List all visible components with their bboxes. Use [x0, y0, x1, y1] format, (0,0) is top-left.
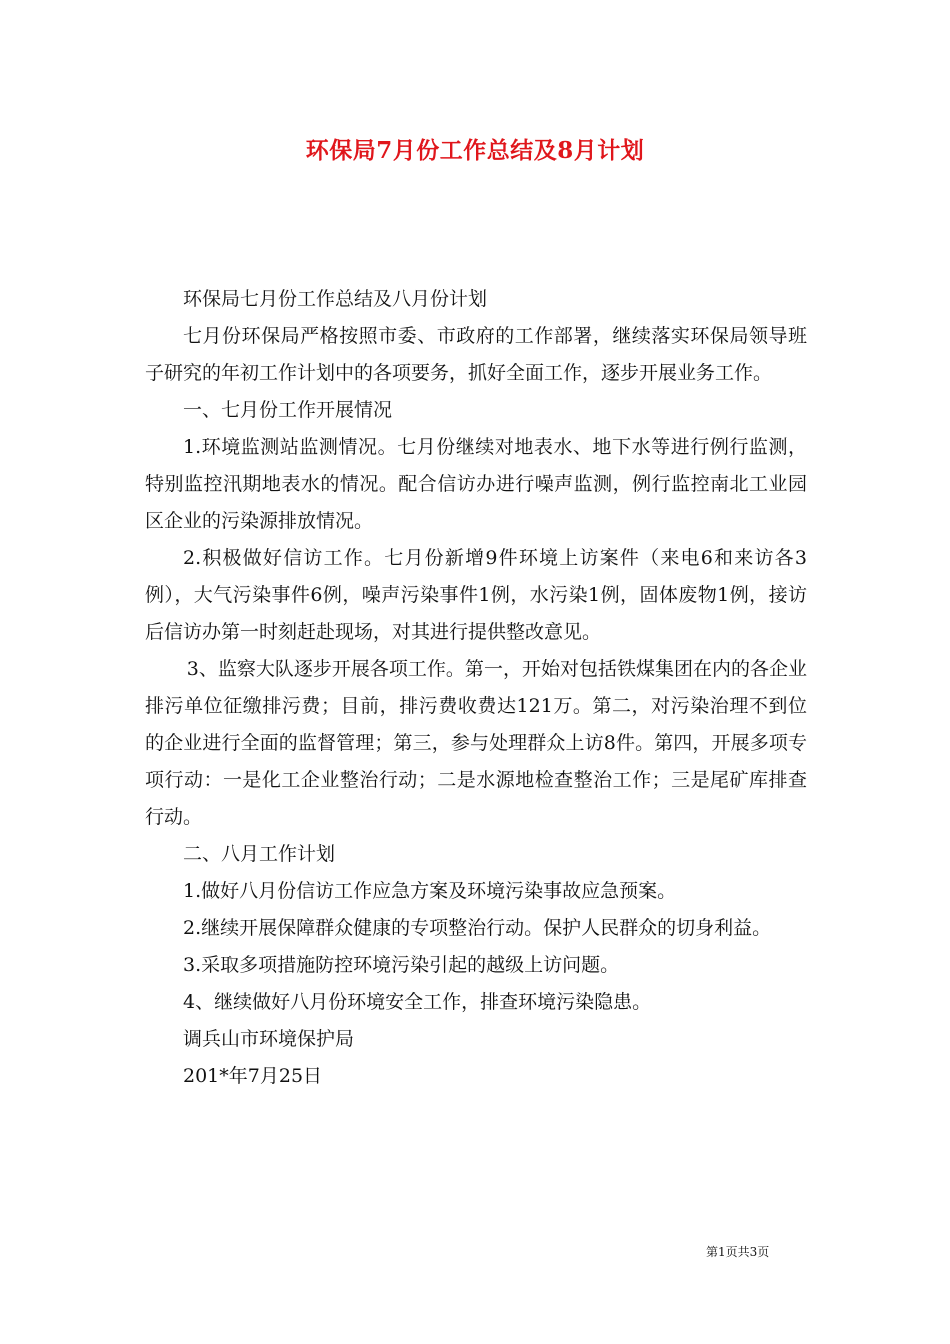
paragraph-inspection: 3、监察大队逐步开展各项工作。第一，开始对包括铁煤集团在内的各企业排污单位征缴排污费；目前，排污费收费达121万。第二，对污染治理不到位的企业进行全面的监督管理；第三，参与处理群众上访8件。第四，开展多项专项行动：一是化工企业整治行动；二是水源地检查整治工作；三是尾矿库排查行动。 [145, 658, 807, 828]
signature-organization: 调兵山市环境保护局 [183, 1028, 355, 1050]
paragraph-petition: 2.积极做好信访工作。七月份新增9件环境上访案件（来电6和来访各3例），大气污染事件6例，噪声污染事件1例，水污染1例，固体废物1例，接访后信访办第一时刻赶赴现场，对其进行提供整改意见。 [145, 547, 807, 643]
signature-date: 201*年7月25日 [183, 1065, 323, 1087]
section-heading-july: 一、七月份工作开展情况 [183, 399, 393, 421]
paragraph-monitoring: 1.环境监测站监测情况。七月份继续对地表水、地下水等进行例行监测，特别监控汛期地表水的情况。配合信访办进行噪声监测，例行监控南北工业园区企业的污染源排放情况。 [145, 436, 807, 532]
document-body [145, 281, 807, 1095]
document-title: 环保局7月份工作总结及8月计划 [305, 137, 645, 164]
plan-item-1: 1.做好八月份信访工作应急方案及环境污染事故应急预案。 [183, 880, 677, 902]
page-number: 第1页共3页 [706, 1245, 770, 1259]
paragraph-heading: 环保局七月份工作总结及八月份计划 [183, 288, 488, 310]
plan-item-4: 4、继续做好八月份环境安全工作，排查环境污染隐患。 [183, 991, 652, 1013]
plan-item-3: 3.采取多项措施防控环境污染引起的越级上访问题。 [183, 954, 620, 976]
paragraph-intro: 七月份环保局严格按照市委、市政府的工作部署，继续落实环保局领导班子研究的年初工作计划中的各项要务，抓好全面工作，逐步开展业务工作。 [145, 325, 807, 384]
section-heading-august: 二、八月工作计划 [183, 843, 336, 865]
plan-item-2: 2.继续开展保障群众健康的专项整治行动。保护人民群众的切身利益。 [183, 917, 772, 939]
